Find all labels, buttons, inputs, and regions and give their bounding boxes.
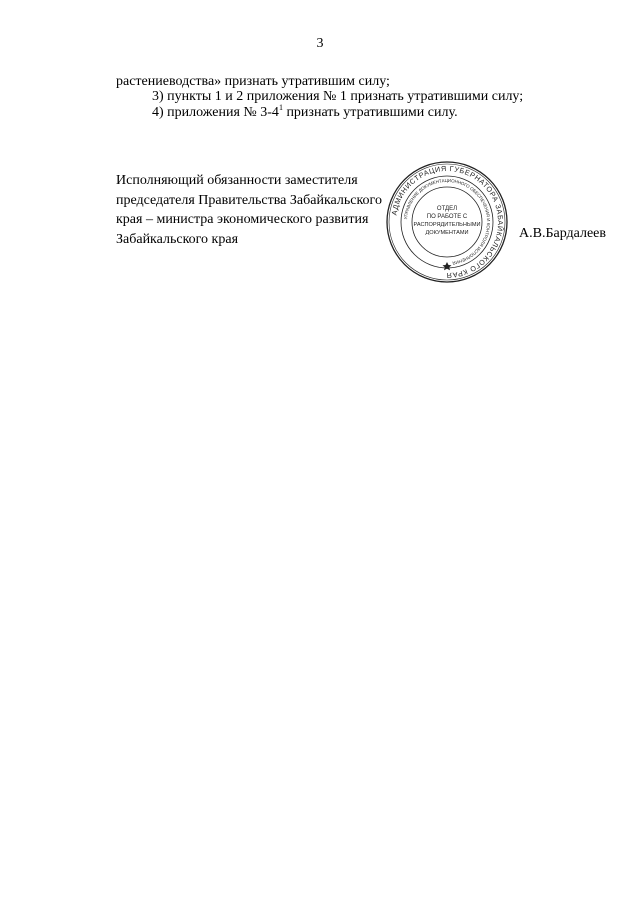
seal-center-line-2: ПО РАБОТЕ С	[426, 214, 468, 220]
seal-inner-text: УПРАВЛЕНИЕ ДОКУМЕНТАЦИОННОГО ОБЕСПЕЧЕНИЯ И КОНТРОЛЯ ИСПОЛНЕНИЯ	[403, 177, 492, 266]
signer-title-line-3: края – министра экономического развития	[116, 212, 369, 227]
body-line-1: растениеводства» признать утратившим силу;	[116, 74, 390, 89]
signer-name: А.В.Бардалеев	[519, 226, 607, 241]
item-3: 3) пункты 1 и 2 приложения № 1 признать утратившими силу;	[152, 89, 524, 104]
signer-title	[116, 171, 382, 249]
seal-center-line-4: ДОКУМЕНТАМИ	[425, 230, 469, 236]
seal-center-line-3: РАСПОРЯДИТЕЛЬНЫМИ	[413, 222, 481, 228]
page-number: 3	[316, 36, 324, 51]
official-seal	[385, 160, 509, 284]
seal-center-line-1: ОТДЕЛ	[436, 206, 458, 212]
signer-title-line-4: Забайкальского края	[116, 231, 239, 247]
item-4-text: 4) приложения № 3-4	[152, 105, 279, 120]
item-4	[152, 105, 458, 121]
signer-title-line-1: Исполняющий обязанности заместителя	[116, 173, 358, 188]
seal-outer-text: АДМИНИСТРАЦИЯ ГУБЕРНАТОРА ЗАБАЙКАЛЬСКОГО КРАЯ	[389, 163, 506, 281]
signer-title-line-2: председателя Правительства Забайкальского	[116, 192, 382, 208]
seal-graphic	[385, 160, 509, 284]
seal-star-icon	[443, 262, 452, 270]
item-4-suffix: признать утратившими силу.	[282, 105, 458, 120]
item-4-superscript: 1	[278, 103, 283, 112]
